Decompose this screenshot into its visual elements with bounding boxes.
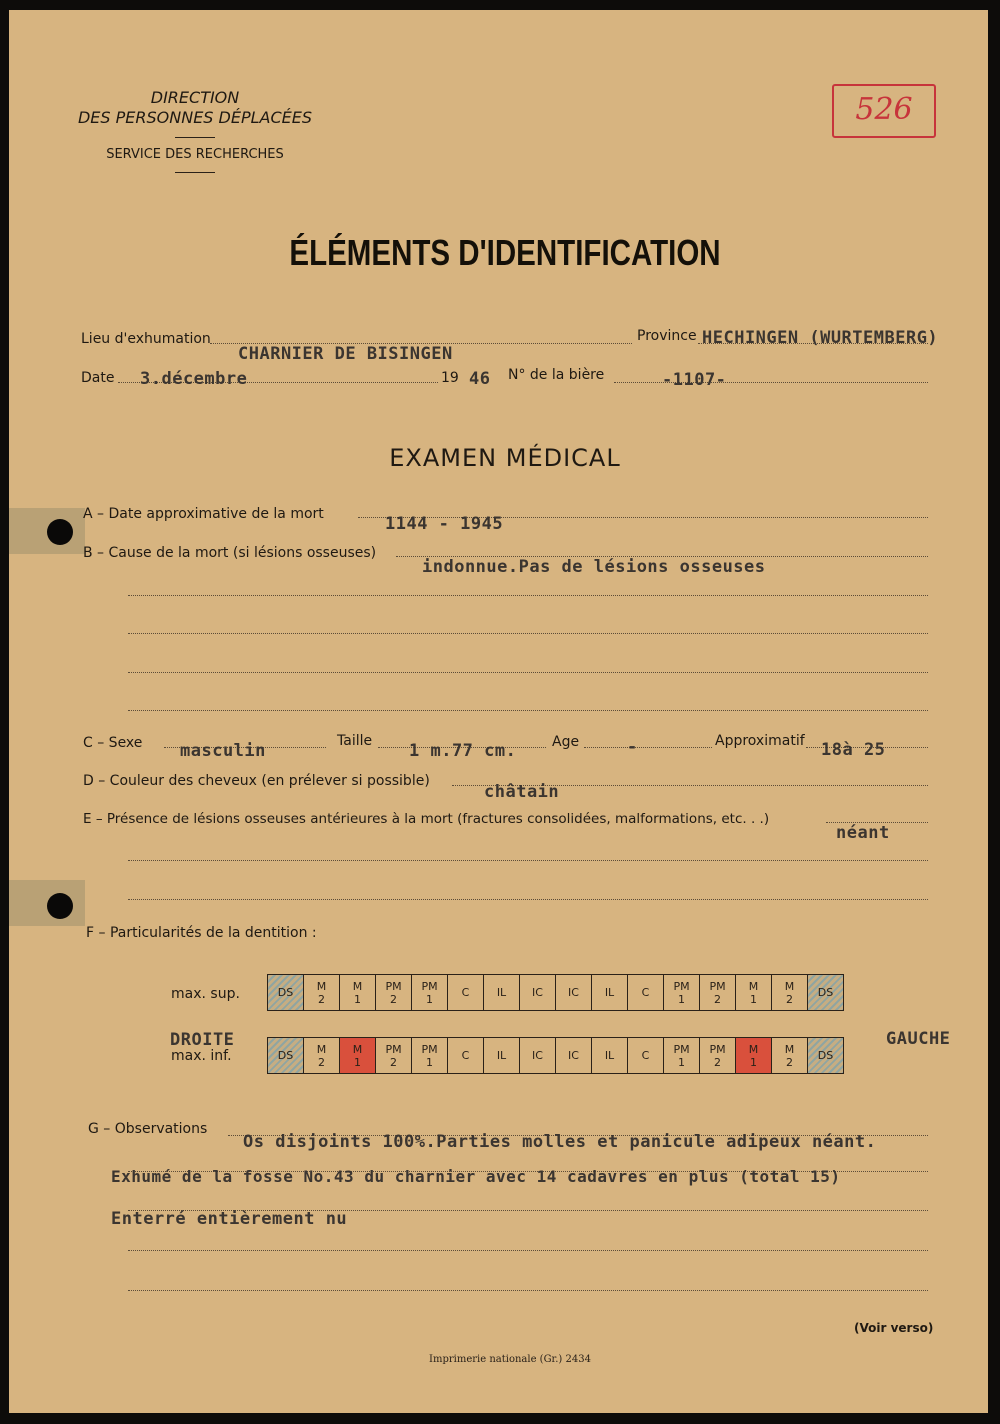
- e-value: néant: [836, 823, 890, 843]
- lieu-value: CHARNIER DE BISINGEN: [238, 344, 453, 364]
- dotted-line: [128, 672, 928, 673]
- e-label: E – Présence de lésions osseuses antérieures à la mort (fractures consolidées, malformations, etc. . .): [83, 811, 770, 827]
- tooth-inf-11: [664, 1038, 700, 1074]
- tooth-number: 1: [426, 1055, 433, 1069]
- date-value: 3.décembre: [140, 369, 248, 389]
- observation-line2: Exhumé de la fosse No.43 du charnier avec 14 cadavres en plus (total 15): [111, 1167, 841, 1186]
- tooth-sup-10: [628, 975, 664, 1011]
- taille-value: 1 m.77 cm.: [409, 741, 517, 761]
- tooth-code: PM: [673, 1042, 690, 1056]
- tooth-code: PM: [709, 1042, 726, 1056]
- tooth-code: M: [316, 979, 327, 993]
- tooth-code: C: [461, 1049, 470, 1062]
- tooth-code: PM: [421, 979, 438, 993]
- dotted-line: [128, 1250, 928, 1251]
- tooth-sup-11: [664, 975, 700, 1011]
- tooth-sup-12: [700, 975, 736, 1011]
- org-line2: DES PERSONNES DÉPLACÉES: [77, 108, 313, 127]
- tooth-code: IL: [604, 1049, 615, 1062]
- tooth-number: 1: [354, 992, 361, 1006]
- f-label: F – Particularités de la dentition :: [86, 925, 317, 941]
- dotted-line: [128, 860, 928, 861]
- approx-value: 18à 25: [821, 740, 886, 760]
- tooth-number: 1: [750, 992, 757, 1006]
- tooth-code: PM: [385, 1042, 402, 1056]
- tooth-code: IL: [496, 986, 507, 999]
- taille-label: Taille: [337, 733, 373, 749]
- tooth-sup-2: [340, 975, 376, 1011]
- voir-verso: (Voir verso): [854, 1321, 934, 1335]
- tooth-number: 2: [390, 992, 397, 1006]
- tooth-code: IC: [532, 986, 543, 999]
- droite-label: DROITE: [170, 1030, 235, 1050]
- tooth-number: 1: [678, 1055, 685, 1069]
- tooth-code: IL: [604, 986, 615, 999]
- c-value: masculin: [180, 741, 266, 761]
- tooth-code: C: [641, 986, 650, 999]
- tooth-number: 2: [318, 1055, 325, 1069]
- tooth-inf-4: [412, 1038, 448, 1074]
- tooth-sup-6: [484, 975, 520, 1011]
- tooth-number: 2: [786, 1055, 793, 1069]
- punch-hole: [47, 519, 73, 545]
- header-divider: [175, 172, 215, 173]
- tooth-inf-12: [700, 1038, 736, 1074]
- tooth-inf-14: [772, 1038, 808, 1074]
- lieu-label: Lieu d'exhumation: [81, 331, 211, 347]
- tooth-sup-14: [772, 975, 808, 1011]
- tooth-inf-7: [520, 1038, 556, 1074]
- dotted-line: [584, 747, 712, 748]
- tooth-number: 1: [354, 1055, 361, 1069]
- tooth-code: IL: [496, 1049, 507, 1062]
- tooth-code: DS: [817, 1049, 834, 1062]
- tooth-sup-1: [304, 975, 340, 1011]
- tooth-inf-13: [736, 1038, 772, 1074]
- biere-value: -1107-: [662, 370, 727, 390]
- biere-label: N° de la bière: [508, 367, 605, 383]
- observation-line1: Os disjoints 100%.Parties molles et panicule adipeux néant.: [243, 1132, 877, 1152]
- stamp-number: 526: [855, 92, 913, 127]
- g-label: G – Observations: [88, 1121, 208, 1137]
- tooth-inf-8: [556, 1038, 592, 1074]
- tooth-code: M: [748, 1042, 759, 1056]
- tooth-code: DS: [817, 986, 834, 999]
- tooth-sup-5: [448, 975, 484, 1011]
- province-label: Province: [637, 328, 697, 344]
- tooth-code: M: [748, 979, 759, 993]
- tooth-code: PM: [385, 979, 402, 993]
- tooth-code: M: [352, 1042, 363, 1056]
- d-value: châtain: [484, 782, 560, 802]
- tooth-inf-3: [376, 1038, 412, 1074]
- tooth-code: IC: [568, 986, 579, 999]
- printer-imprint: Imprimerie nationale (Gr.) 2434: [429, 1354, 591, 1365]
- year-prefix: 19: [441, 370, 459, 386]
- tooth-code: M: [352, 979, 363, 993]
- tooth-number: 2: [390, 1055, 397, 1069]
- tooth-sup-4: [412, 975, 448, 1011]
- tooth-inf-15: [808, 1038, 844, 1074]
- dotted-line: [128, 899, 928, 900]
- approx-label: Approximatif: [715, 733, 805, 749]
- tooth-number: 1: [426, 992, 433, 1006]
- tooth-number: 1: [750, 1055, 757, 1069]
- tooth-inf-0: [268, 1038, 304, 1074]
- tooth-code: M: [784, 979, 795, 993]
- dotted-line: [128, 633, 928, 634]
- tooth-inf-1: [304, 1038, 340, 1074]
- tooth-sup-13: [736, 975, 772, 1011]
- tooth-number: 2: [318, 992, 325, 1006]
- year-value: 46: [469, 369, 491, 389]
- tooth-code: DS: [277, 986, 294, 999]
- service-name: SERVICE DES RECHERCHES: [106, 147, 284, 162]
- age-label: Age: [552, 734, 580, 750]
- section-title: EXAMEN MÉDICAL: [389, 444, 621, 472]
- tooth-sup-15: [808, 975, 844, 1011]
- tooth-code: IC: [532, 1049, 543, 1062]
- tooth-number: 2: [714, 992, 721, 1006]
- tooth-code: IC: [568, 1049, 579, 1062]
- header-divider: [175, 137, 215, 138]
- a-value: 1144 - 1945: [385, 514, 504, 534]
- tooth-inf-10: [628, 1038, 664, 1074]
- tooth-code: C: [641, 1049, 650, 1062]
- province-value: HECHINGEN (WURTEMBERG): [702, 328, 939, 348]
- tooth-inf-5: [448, 1038, 484, 1074]
- punch-hole: [47, 893, 73, 919]
- tooth-number: 2: [714, 1055, 721, 1069]
- date-label: Date: [81, 370, 115, 386]
- form-sheet: [9, 10, 988, 1413]
- max-sup-label: max. sup.: [171, 986, 240, 1002]
- tooth-number: 1: [678, 992, 685, 1006]
- tooth-sup-7: [520, 975, 556, 1011]
- b-label: B – Cause de la mort (si lésions osseuses): [83, 545, 377, 561]
- tooth-inf-2: [340, 1038, 376, 1074]
- dotted-line: [128, 710, 928, 711]
- dotted-line: [128, 1290, 928, 1291]
- page-title: ÉLÉMENTS D'IDENTIFICATION: [289, 232, 721, 273]
- tooth-code: C: [461, 986, 470, 999]
- tooth-sup-9: [592, 975, 628, 1011]
- tooth-sup-8: [556, 975, 592, 1011]
- tooth-code: PM: [709, 979, 726, 993]
- c-label: C – Sexe: [83, 735, 143, 751]
- tooth-code: M: [316, 1042, 327, 1056]
- d-label: D – Couleur des cheveux (en prélever si possible): [83, 773, 430, 789]
- max-inf-label: max. inf.: [171, 1048, 232, 1064]
- tooth-code: M: [784, 1042, 795, 1056]
- tooth-inf-6: [484, 1038, 520, 1074]
- gauche-label: GAUCHE: [886, 1029, 951, 1049]
- tooth-sup-0: [268, 975, 304, 1011]
- tooth-code: PM: [421, 1042, 438, 1056]
- b-value: indonnue.Pas de lésions osseuses: [422, 557, 766, 577]
- tooth-code: PM: [673, 979, 690, 993]
- dotted-line: [128, 595, 928, 596]
- tooth-sup-3: [376, 975, 412, 1011]
- tooth-inf-9: [592, 1038, 628, 1074]
- lower-teeth-chart: [267, 1037, 844, 1074]
- observation-line3: Enterré entièrement nu: [111, 1209, 348, 1229]
- age-value: -: [627, 737, 638, 757]
- org-line1: DIRECTION: [150, 88, 240, 107]
- tooth-code: DS: [277, 1049, 294, 1062]
- upper-teeth-chart: [267, 974, 844, 1011]
- tooth-number: 2: [786, 992, 793, 1006]
- a-label: A – Date approximative de la mort: [83, 506, 324, 522]
